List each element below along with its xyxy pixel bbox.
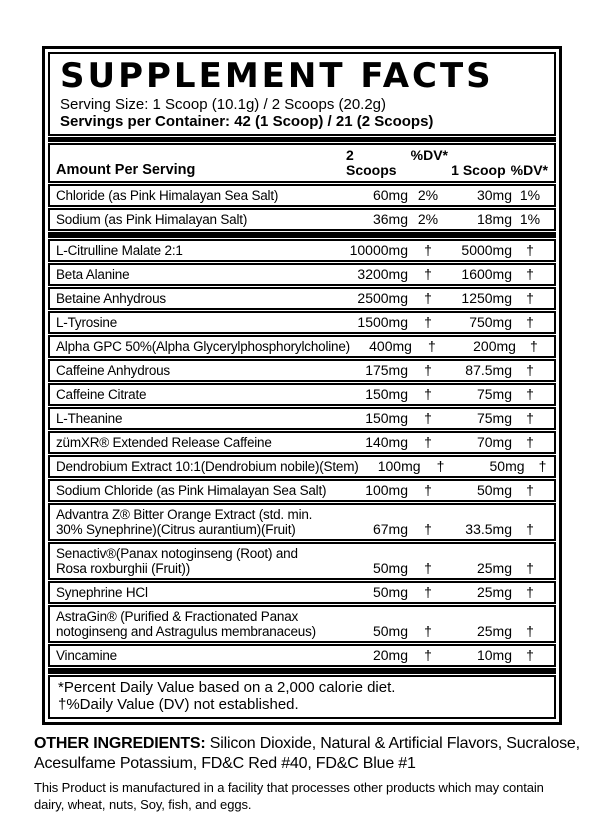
dv-2-scoops: † xyxy=(424,647,432,663)
dv-1-scoop: † xyxy=(526,386,534,402)
ingredient-name: Dendrobium Extract 10:1(Dendrobium nobile)(Stem) xyxy=(56,459,359,474)
table-row xyxy=(48,383,556,406)
dv-1-scoop: 1% xyxy=(519,187,541,203)
servings-per-container-text: Servings per Container: 42 (1 Scoop) / 21 (2 Scoops) xyxy=(60,113,434,130)
table-row xyxy=(48,407,556,430)
dv-1-scoop: † xyxy=(526,560,534,576)
amount-2-scoops: 60mg xyxy=(372,187,408,203)
amount-1-scoop: 18mg xyxy=(476,211,512,227)
ingredient-name: zümXR® Extended Release Caffeine xyxy=(56,435,272,450)
dv-1-scoop: † xyxy=(526,482,534,498)
dv-2-scoops: † xyxy=(424,290,432,306)
dv-2-scoops: † xyxy=(424,386,432,402)
amount-1-scoop: 25mg xyxy=(476,560,512,576)
dv-1-scoop: † xyxy=(538,458,547,474)
dv-1-scoop: † xyxy=(526,266,534,282)
footnote-dagger: †%Daily Value (DV) not established. xyxy=(58,696,299,713)
footnote-section xyxy=(48,675,556,719)
ingredient-name: Sodium Chloride (as Pink Himalayan Sea Salt) xyxy=(56,483,327,498)
dv-2-scoops: † xyxy=(424,521,432,537)
ingredient-name: L-Theanine xyxy=(56,411,123,426)
amount-2-scoops: 140mg xyxy=(365,434,408,450)
amount-2-scoops: 100mg xyxy=(377,458,421,474)
ingredient-name: Beta Alanine xyxy=(56,267,130,282)
dv-2-scoops: 2% xyxy=(417,187,439,203)
dv-1-scoop: † xyxy=(526,290,534,306)
amount-1-scoop: 75mg xyxy=(476,386,512,402)
dv-2-scoops: † xyxy=(424,362,432,378)
amount-2-scoops: 150mg xyxy=(365,410,408,426)
dv-1-scoop: † xyxy=(526,584,534,600)
amount-2-scoops: 175mg xyxy=(365,362,408,378)
ingredient-name: Chloride (as Pink Himalayan Sea Salt) xyxy=(56,188,279,203)
dv-1-scoop: † xyxy=(526,623,534,639)
amount-2-scoops: 100mg xyxy=(365,482,408,498)
amount-1-scoop: 25mg xyxy=(476,623,512,639)
ingredient-name: Caffeine Citrate xyxy=(56,387,147,402)
serving-size-text: Serving Size: 1 Scoop (10.1g) / 2 Scoops (20.2g) xyxy=(60,96,387,113)
amount-2-scoops: 36mg xyxy=(372,211,408,227)
amount-1-scoop: 50mg xyxy=(489,458,525,474)
amount-2-scoops: 3200mg xyxy=(357,266,408,282)
table-row xyxy=(48,263,556,286)
amount-1-scoop: 750mg xyxy=(469,314,512,330)
amount-1-scoop: 75mg xyxy=(476,410,512,426)
table-row xyxy=(48,239,556,262)
footnote-percent-dv: *Percent Daily Value based on a 2,000 calorie diet. xyxy=(58,679,396,696)
amount-2-scoops: 2500mg xyxy=(357,290,408,306)
amount-1-scoop: 33.5mg xyxy=(465,521,512,537)
table-row xyxy=(48,542,556,580)
amount-1-scoop: 87.5mg xyxy=(465,362,512,378)
amount-1-scoop: 10mg xyxy=(476,647,512,663)
table-row xyxy=(48,335,556,358)
amount-2-scoops: 1500mg xyxy=(357,314,408,330)
table-row xyxy=(48,287,556,310)
table-row xyxy=(48,503,556,541)
divider-bar xyxy=(48,137,556,142)
table-row xyxy=(48,359,556,382)
ingredient-name: Alpha GPC 50%(Alpha Glycerylphosphorylcholine) xyxy=(56,339,350,354)
table-row xyxy=(48,431,556,454)
table-row xyxy=(48,311,556,334)
amount-1-scoop: 1600mg xyxy=(461,266,512,282)
amount-2-scoops: 20mg xyxy=(372,647,408,663)
dv-1-scoop: † xyxy=(526,434,534,450)
dv-2-scoops: † xyxy=(424,434,432,450)
dv-2-scoops: † xyxy=(424,242,432,258)
ingredient-name: L-Tyrosine xyxy=(56,315,118,330)
supplement-facts-panel xyxy=(42,46,562,725)
dv-2-scoops: † xyxy=(424,623,432,639)
dv-2-scoops: † xyxy=(424,266,432,282)
amount-1-scoop: 70mg xyxy=(476,434,512,450)
dv-1-scoop: † xyxy=(530,338,538,354)
column-header-row xyxy=(48,143,556,183)
dv-2-scoops: † xyxy=(436,458,445,474)
dv-2-scoops: 2% xyxy=(417,211,439,227)
dv-2-scoops: † xyxy=(424,560,432,576)
table-row xyxy=(48,581,556,604)
dv-1-scoop: † xyxy=(526,410,534,426)
amount-2-scoops: 10000mg xyxy=(349,242,408,258)
amount-1-scoop: 25mg xyxy=(476,584,512,600)
table-row xyxy=(48,605,556,643)
dv-2-scoops: † xyxy=(424,584,432,600)
amount-2-scoops: 50mg xyxy=(372,560,408,576)
section-divider-bar xyxy=(48,232,556,238)
other-ingredients-statement xyxy=(34,734,582,774)
table-row xyxy=(48,479,556,502)
title-section xyxy=(48,52,556,136)
ingredient-name: AstraGin® (Purified & Fractionated Panax notoginseng and Astragulus membranaceus) xyxy=(56,609,316,639)
dv-2-scoops: † xyxy=(424,482,432,498)
allergen-statement: This Product is manufactured in a facility that processes other products which may contain dairy, wheat, nuts, Soy, fish, and eggs. xyxy=(34,780,544,812)
amount-2-scoops: 50mg xyxy=(372,623,408,639)
dv-1-scoop: † xyxy=(526,242,534,258)
dv-1-scoop: † xyxy=(526,362,534,378)
one-scoop-dv-label: %DV* xyxy=(510,162,548,178)
amount-2-scoops: 67mg xyxy=(372,521,408,537)
ingredient-name: Betaine Anhydrous xyxy=(56,291,166,306)
two-scoops-label: 2 Scoops xyxy=(346,147,397,178)
ingredient-name: Advantra Z® Bitter Orange Extract (std. min. 30% Synephrine)(Citrus aurantium)(Fruit) xyxy=(56,507,313,537)
ingredient-name: Caffeine Anhydrous xyxy=(56,363,170,378)
amount-1-scoop: 200mg xyxy=(473,338,516,354)
dv-2-scoops: † xyxy=(428,338,436,354)
amount-2-scoops: 50mg xyxy=(372,584,408,600)
ingredient-name: Vincamine xyxy=(56,648,117,663)
dv-1-scoop: † xyxy=(526,314,534,330)
ingredient-name: Sodium (as Pink Himalayan Salt) xyxy=(56,212,248,227)
dv-1-scoop: † xyxy=(526,647,534,663)
amount-1-scoop: 1250mg xyxy=(461,290,512,306)
one-scoop-header xyxy=(448,163,548,178)
panel-title: SUPPLEMENT FACTS xyxy=(60,56,494,96)
dv-2-scoops: † xyxy=(424,314,432,330)
ingredient-name: Senactiv®(Panax notoginseng (Root) and Rosa roxburghii (Fruit)) xyxy=(56,546,298,576)
dv-1-scoop: 1% xyxy=(519,211,541,227)
amount-1-scoop: 30mg xyxy=(476,187,512,203)
one-scoop-label: 1 Scoop xyxy=(451,162,506,178)
other-ingredients-text: Silicon Dioxide, Natural & Artificial Flavors, Sucralose, Acesulfame Potassium, FD&C Red #40, FD&C Blue #1 xyxy=(34,735,580,772)
table-row xyxy=(48,184,556,207)
ingredient-table xyxy=(48,184,556,667)
amount-2-scoops: 400mg xyxy=(369,338,412,354)
amount-2-scoops: 150mg xyxy=(365,386,408,402)
two-scoops-dv-label: %DV* xyxy=(410,147,448,163)
other-ingredients-label: OTHER INGREDIENTS: xyxy=(34,735,206,752)
table-row xyxy=(48,644,556,667)
divider-bar xyxy=(48,668,556,674)
amount-per-serving-header: Amount Per Serving xyxy=(56,162,196,178)
ingredient-name: Synephrine HCl xyxy=(56,585,148,600)
table-row xyxy=(48,455,556,478)
amount-1-scoop: 50mg xyxy=(476,482,512,498)
two-scoops-header xyxy=(346,148,448,178)
dv-1-scoop: † xyxy=(526,521,534,537)
amount-1-scoop: 5000mg xyxy=(461,242,512,258)
table-row xyxy=(48,208,556,231)
dv-2-scoops: † xyxy=(424,410,432,426)
ingredient-name: L-Citrulline Malate 2:1 xyxy=(56,243,183,258)
